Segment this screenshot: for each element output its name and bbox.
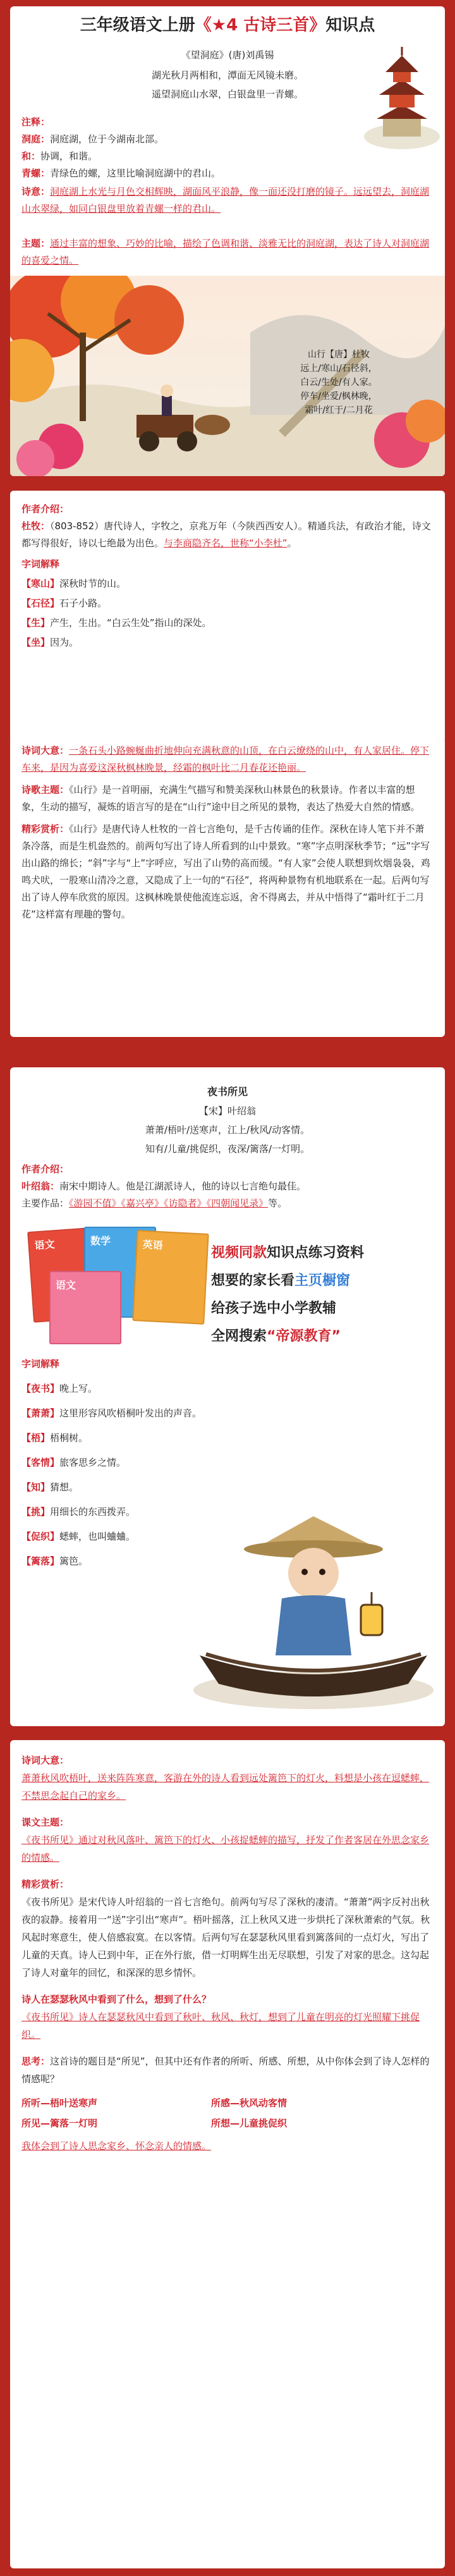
poem2-line: 远上/寒山/石径斜， — [300, 364, 377, 374]
theme-block: 诗歌主题：《山行》是一首明丽，充满生气描写和赞美深秋山林景色的秋景诗。作者以丰富的想象，生动的描写，凝炼的语言写的是在“山行”途中目之所见的景物，表达了热爱大自然的情感。 — [21, 784, 420, 813]
card-shan-xing-content — [10, 491, 445, 742]
card-ye-shu-suo-jian — [10, 1067, 445, 1726]
promo-line: 视频同款知识点练习资料 — [211, 1245, 365, 1261]
promo-line: 给孩子选中小学教辅 — [211, 1301, 337, 1316]
meaning-block: 诗意：洞庭湖上水光与月色交相辉映，湖面风平浪静，像一面还没打磨的镜子。远远望去，洞庭湖山水翠绿，如同白银盘里放着青螺一样的君山。 — [21, 186, 430, 214]
poem3-title: 夜书所见 — [207, 1086, 248, 1098]
theme-text: 《夜书所见》通过对秋风落叶、篱笆下的灯火、小孩捉蟋蟀的描写，抒发了作者客居在外思念家乡的情感。 — [21, 1834, 430, 1863]
pair-row — [21, 2114, 434, 2132]
author-intro: 叶绍翁：南宋中期诗人。他是江湖派诗人，他的诗以七言绝句最佳。 — [21, 1181, 306, 1192]
book-label: 数学 — [90, 1235, 111, 1247]
works-line: 主要作品：《游园不值》《嘉兴亭》《访隐者》《四朝闻见录》等。 — [21, 1198, 288, 1209]
poem2-line: 白云/生处/有人家。 — [300, 377, 377, 388]
vocab-item: 【挑】用细长的东西拨弄。 — [21, 1506, 136, 1518]
meaning-text: 萧萧秋风吹梧叶，送来阵阵寒意，客游在外的诗人看到远处篱笆下的灯火，料想是小孩在逗蟋蟀，不禁思念起自己的家乡。 — [21, 1772, 430, 1801]
note-item: 和：协调，和谐。 — [21, 150, 98, 162]
pair-item: 所听—梧叶送寒声 — [21, 2097, 98, 2109]
promo-line: 想要的家长看主页橱窗 — [211, 1273, 351, 1289]
title-prefix: 三年级语文上册 — [80, 16, 195, 35]
book-label: 英语 — [142, 1238, 164, 1252]
theme-block: 主题：通过丰富的想象、巧妙的比喻，描绘了色调和谐、淡雅无比的洞庭湖，表达了诗人对洞庭湖的喜爱之情。 — [21, 238, 430, 266]
book-label: 语文 — [33, 1238, 56, 1252]
theme-text: 通过丰富的想象、巧妙的比喻，描绘了色调和谐、淡雅无比的洞庭湖，表达了诗人对洞庭湖的喜爱之情。 — [21, 238, 430, 266]
vocab-item: 【夜书】晚上写。 — [21, 1383, 98, 1394]
pair-item: 所感—秋风动客情 — [211, 2097, 288, 2109]
book-stack-image — [24, 1227, 207, 1346]
vocab-item: 【知】猜想。 — [21, 1481, 79, 1493]
vocab-item: 【客情】旅客思乡之情。 — [21, 1457, 126, 1468]
pair-row — [21, 2094, 434, 2112]
page-title — [10, 13, 445, 38]
poem1-line-2: 遥望洞庭山水翠，白银盘里一青螺。 — [151, 89, 303, 100]
vocab-item: 【石径】石子小路。 — [21, 598, 107, 609]
child-lantern-illustration — [187, 1466, 440, 1719]
meaning-text: 洞庭湖上水光与月色交相辉映，湖面风平浪静，像一面还没打磨的镜子。远远望去，洞庭湖山水翠绿，如同白银盘里放着青螺一样的君山。 — [21, 186, 430, 214]
meaning-label: 诗词大意： — [21, 1755, 70, 1766]
appreciation-block: 精彩赏析：《山行》是唐代诗人杜牧的一首七言绝句，是千古传诵的佳作。深秋在诗人笔下并不萧条冷落，而是生机盎然的。前两句写出了诗人所看到的山中景致。“寒”字点明深秋季节；“远”字写出山路的绵长；“斜”字与“上”字呼应，写出了山势的高而缓。“有人家”会使人联想到炊烟袅袅，鸡鸣犬吠，一股寒山清冷之意，又隐成了上一句的“石径”，将两种景物有机地联系在一起。后两句写出了诗人停车欣赏的原因。这枫林晚景使他流连忘返，舍不得离去，并从中悟得了“霜叶红于二月花”这样富有理趣的警句。 — [21, 823, 430, 920]
final-thought: 我体会到了诗人思念家乡、怀念亲人的情感。 — [21, 2140, 212, 2152]
author-label: 作者介绍： — [21, 503, 70, 515]
poem1-line-1: 湖光秋月两相和，潭面无风镜未磨。 — [151, 70, 303, 81]
appr-label: 精彩赏析： — [21, 1879, 70, 1890]
vocab-item: 【生】产生，生出。“白云生处”指山的深处。 — [21, 617, 212, 629]
poem3-line-1: 萧萧/梧叶/送寒声，江上/秋风/动客情。 — [145, 1124, 310, 1136]
pair-item: 所想—儿童挑促织 — [211, 2118, 288, 2129]
notes-label: 注释： — [21, 116, 51, 128]
vocab-item: 【萧萧】这里形容风吹梧桐叶发出的声音。 — [21, 1408, 202, 1419]
author-label: 作者介绍： — [21, 1163, 70, 1175]
vocab-item: 【坐】因为。 — [21, 637, 79, 648]
vocab-item: 【寒山】深秋时节的山。 — [21, 578, 126, 589]
vocab-item: 【促织】蟋蟀，也叫蛐蛐。 — [21, 1531, 136, 1542]
meaning-block: 诗词大意：一条石头小路蜿蜒曲折地伸向充满秋意的山顶，在白云缭绕的山中，有人家居住。停下车来，是因为喜爱这深秋枫林晚景，经霜的枫叶比二月春花还艳丽。 — [21, 745, 430, 773]
note-item: 洞庭：洞庭湖，位于今湖南北部。 — [21, 133, 164, 145]
question-answer: 《夜书所见》诗人在瑟瑟秋风中看到了秋叶、秋风、秋灯，想到了儿童在明亮的灯光照耀下挑促织。 — [21, 2011, 420, 2040]
card-ye-shu-analysis — [10, 1740, 445, 2568]
poem2-line: 停车/坐爱/枫林晚， — [300, 391, 377, 402]
book-cover — [132, 1230, 209, 1325]
appr-text: 《夜书所见》是宋代诗人叶绍翁的一首七言绝句。前两句写尽了深秋的凄清。“萧萧”两字反衬出秋夜的寂静。接着用一“送”字引出“寒声”。梧叶摇落，江上秋风又进一步烘托了深秋萧索的气氛。秋风起时寒意生，使人倍感寂寞。在以客情。后两句写在瑟瑟秋风里看到篱落间的一点灯火，写出了儿童的天真。诗人已到中年，正在外行旅，借一灯明辉生出无尽联想，引发了对家的思念。这勾起了诗人对童年的回忆，和深深的思乡情怀。 — [21, 1896, 430, 1978]
think-block: 思考：这首诗的题目是“所见”，但其中还有作者的所听、所感、所想，从中你体会到了诗人怎样的情感呢？ — [21, 2056, 430, 2085]
pair-item: 所见—篱落一灯明 — [21, 2118, 98, 2129]
theme-label: 课文主题： — [21, 1817, 70, 1828]
promo-line: 全网搜索“帝源教育” — [211, 1328, 341, 1344]
poem1-title: 《望洞庭》(唐)刘禹锡 — [181, 49, 274, 61]
book-label: 语文 — [56, 1279, 76, 1291]
book-cover — [49, 1271, 121, 1344]
title-suffix: 知识点 — [325, 16, 375, 35]
author-intro: 杜牧：（803-852）唐代诗人，字牧之，京兆万年（今陕西西安人）。精通兵法，有政治才能，诗文都写得很好，诗以七绝最为出色。与李商隐齐名，世称“小李杜”。 — [21, 520, 431, 549]
poem2-image-text — [294, 348, 383, 417]
question-label: 诗人在瑟瑟秋风中看到了什么，想到了什么？ — [21, 1994, 212, 2005]
promo-block — [211, 1239, 439, 1351]
poem3-author: 【宋】叶绍翁 — [198, 1105, 256, 1117]
card-shan-xing-analysis — [10, 740, 445, 1037]
vocab-label: 字词解释 — [21, 1358, 60, 1370]
poem2-title: 山行【唐】杜牧 — [308, 350, 370, 360]
title-highlight: 《★4 古诗三首》 — [195, 16, 326, 35]
poem3-line-2: 知有/儿童/挑促织，夜深/篱落/一灯明。 — [145, 1143, 310, 1155]
vocab-item: 【篱落】篱笆。 — [21, 1555, 88, 1567]
card-wang-dongting — [10, 6, 445, 476]
vocab-label: 字词解释 — [21, 558, 60, 570]
poem2-line: 霜叶/红于/二月花 — [305, 405, 373, 415]
notes-block — [21, 114, 375, 182]
note-item: 青螺：青绿色的螺，这里比喻洞庭湖中的君山。 — [21, 168, 221, 179]
vocab-item: 【梧】梧桐树。 — [21, 1432, 88, 1444]
